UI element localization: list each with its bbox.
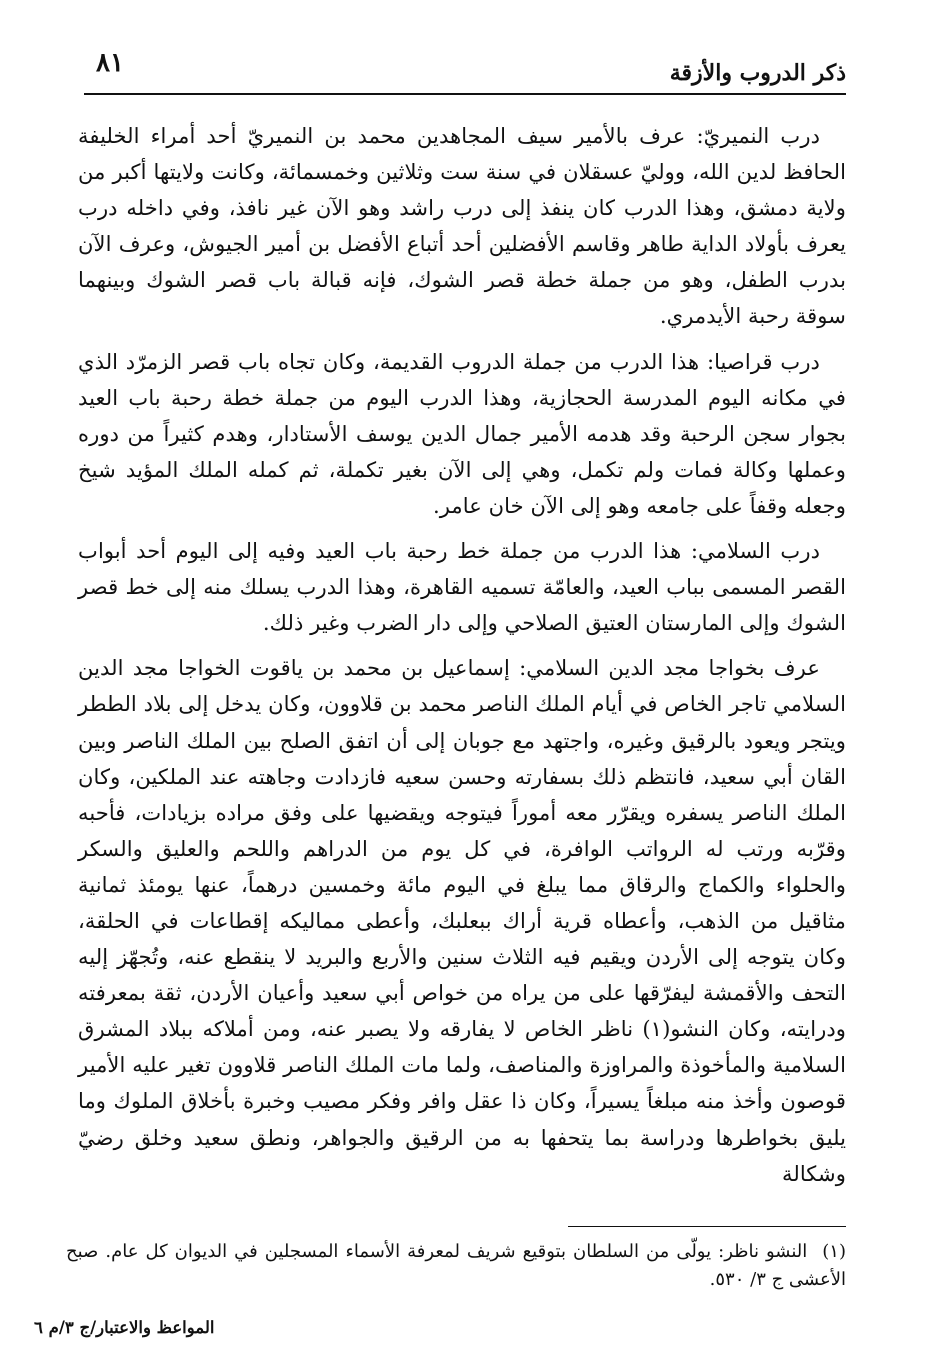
page-number: ٨١	[96, 48, 124, 78]
footer-imprint: المواعظ والاعتبار/ج ٣/م ٦	[34, 1318, 215, 1337]
running-head	[84, 48, 846, 92]
footnote-marker: (١)	[822, 1241, 846, 1262]
section-title: ذكر الدروب والأزقة	[669, 60, 846, 86]
paragraph-darb-salami: درب السلامي: هذا الدرب من جملة خط رحبة باب العيد وفيه إلى اليوم أحد أبواب القصر المسمى بباب العيد، والعامّة تسميه القاهرة، وهذا الدرب يسلك منه إلى خط قصر الشوك وإلى المارستان العتيق الصلاحي وإلى دار الضرب وغير ذلك.	[78, 538, 846, 636]
footnote-text: النشو ناظر: يولّى من السلطان بتوقيع شريف لمعرفة الأسماء المسجلين في الديوان كل عام. صبح الأعشى ج ٣/ ٥٣٠.	[66, 1241, 846, 1290]
paragraph-darb-qarasia: درب قراصيا: هذا الدرب من جملة الدروب القديمة، وكان تجاه باب قصر الزمرّد الذي في مكانه اليوم المدرسة الحجازية، وهذا الدرب اليوم من جملة خطة رحبة باب العيد بجوار سجن الرحبة وقد هدمه الأمير جمال الدين يوسف الأستادار، وهدم كثيراً من دوره وعملها وكالة فمات ولم تكمل، وهي إلى الآن بغير تكملة، ثم كمله الملك المؤيد شيخ وجعله وقفاً على جامعه وهو إلى الآن خان عامر.	[78, 348, 846, 518]
main-text	[78, 118, 846, 1201]
footnote	[66, 1238, 846, 1294]
paragraph-khawaja-majd-al-din: عرف بخواجا مجد الدين السلامي: إسماعيل بن محمد بن ياقوت الخواجا مجد الدين السلامي تاجر الخاص في أيام الملك الناصر محمد بن قلاوون، وكان يدخل إلى بلاد الططر ويتجر ويعود بالرقيق وغيره، واجتهد مع جوبان إلى أن اتفق الصلح بين الملك الناصر وبين القان أبي سعيد، فانتظم ذلك بسفارته وحسن سعيه فازدادت وجاهته عند الملكين، وكان الملك الناصر يسفره ويقرّر معه أموراً فيتوجه ويقضيها على وفق مراده بزيادات، فأحبه وقرّبه ورتب له الرواتب الوافرة، في كل يوم من الدراهم واللحم والعليق والسكر والحلواء والكماج والرقاق مما يبلغ في اليوم مائة وخمسين درهماً، عنها يومئذ ثمانية مثاقيل من الذهب، وأعطاه قرية أراك ببعلبك، وأعطى مماليكه إقطاعات في الحلقة، وكان يتوجه إلى الأردن ويقيم فيه الثلاث سنين والأربع والبريد لا ينقطع عنه، وتُجهّز إليه التحف والأقمشة ليفرّقها على من يراه من خواص أبي سعيد وأعيان الأردن، ثقة بمعرفته ودرايته، وكان النشو(١) ناظر الخاص لا يفارقه ولا يصبر عنه، ومن أملاكه ببلاد المشرق السلامية والمأخوذة والمراوزة والمناصف، ولما مات الملك الناصر قلاوون تغير عليه الأمير قوصون وأخذ منه مبلغاً يسيراً، وكان ذا عقل وافر وفكر مصيب وخبرة بأخلاق الملوك وما يليق بخواطرها ودراسة بما يتحفها به من الرقيق والجواهر، ونطق سعيد وخلق رضيّ وشكالة	[78, 655, 846, 1186]
paragraph-darb-numayri: درب النميريّ: عرف بالأمير سيف المجاهدين محمد بن النميريّ أحد أمراء الخليفة الحافظ لدين الله، ووليّ عسقلان في سنة ست وثلاثين وخمسمائة، وكانت ولايتها أكبر من ولاية دمشق، وهذا الدرب كان ينفذ إلى درب راشد وهو الآن غير نافذ، وفي داخله درب يعرف بأولاد الداية طاهر وقاسم الأفضلين أحد أتباع الأفضل بن أمير الجيوش، وعرف الآن بدرب الطفل، وهو من جملة خطة قصر الشوك، فإنه قبالة باب قصر الشوك وبينهما سوقة رحبة الأيدمري.	[78, 123, 846, 329]
footnote-rule	[568, 1226, 846, 1227]
header-rule	[84, 93, 846, 95]
